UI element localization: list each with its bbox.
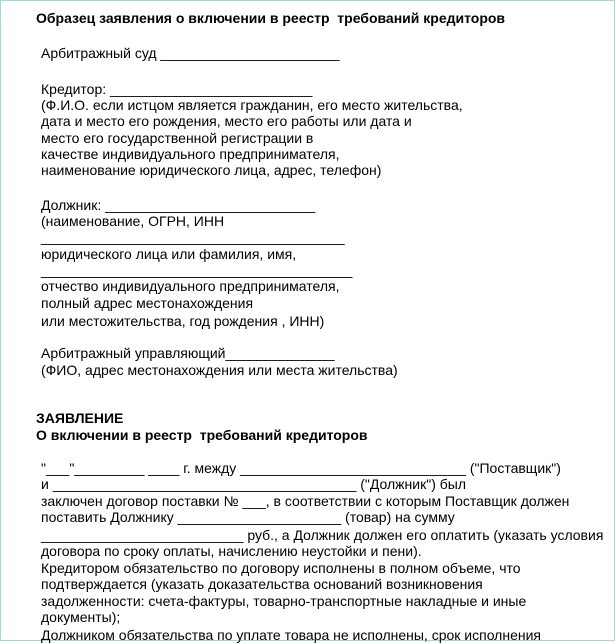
debtor-field: Должник: ___________________________ [41, 197, 316, 213]
statement-line: задолженности: счета-фактуры, товарно-транспортные накладные и иные [41, 593, 527, 609]
statement-line: Кредитором обязательство по договору исполнены в полном объеме, что [41, 560, 521, 576]
debtor-hint-line: _______________________________________ [41, 229, 345, 245]
manager-field: Арбитражный управляющий______________ [41, 345, 335, 361]
court-field: Арбитражный суд _______________________ [41, 45, 340, 61]
statement-line: и _______________________________________ ("Должник") был [41, 476, 466, 492]
statement-line: документы); [41, 609, 121, 625]
manager-hint: (ФИО, адрес местонахождения или места жительства) [41, 362, 398, 378]
creditor-hint-line: (Ф.И.О. если истцом является гражданин, его место жительства, [41, 97, 463, 113]
debtor-hint-line: юридического лица или фамилия, имя, [41, 246, 297, 262]
document-title: Образец заявления о включении в реестр требований кредиторов [36, 10, 506, 26]
debtor-hint-line: отчество индивидуального предпринимателя, [41, 278, 340, 294]
debtor-hint-line: полный адрес местонахождения [41, 295, 254, 311]
statement-heading: ЗАЯВЛЕНИЕ [36, 410, 124, 426]
statement-line: __________________________ руб., а Должник должен его оплатить (указать условия [41, 527, 604, 543]
creditor-hint-line: дата и место его рождения, место его работы или дата и [41, 113, 412, 129]
creditor-hint-line: место его государственной регистрации в [41, 130, 314, 146]
statement-line: договора по сроку оплаты, начислению неустойки и пени). [41, 543, 422, 559]
statement-line: Должником обязательства по уплате товара не исполнены, срок исполнения [41, 627, 541, 643]
creditor-field: Кредитор: __________________________ [41, 81, 313, 97]
statement-subheading: О включении в реестр требований кредиторов [36, 427, 368, 443]
creditor-hint-line: качестве индивидуального предпринимателя, [41, 146, 340, 162]
statement-line: заключен договор поставки № ___, в соответствии с которым Поставщик должен [41, 493, 570, 509]
statement-line: поставить Должнику _____________________ (товар) на сумму [41, 509, 455, 525]
debtor-hint-line: или местожительства, год рождения , ИНН) [41, 313, 325, 329]
statement-line: подтверждается (указать доказательства оснований возникновения [41, 576, 483, 592]
debtor-hint-line: ________________________________________ [41, 262, 353, 278]
statement-line: "___"_________ ____ г. между _____________________________ ("Поставщик") [41, 460, 561, 476]
debtor-hint-line: (наименование, ОГРН, ИНН [41, 213, 225, 229]
creditor-hint-line: наименование юридического лица, адрес, телефон) [41, 162, 382, 178]
